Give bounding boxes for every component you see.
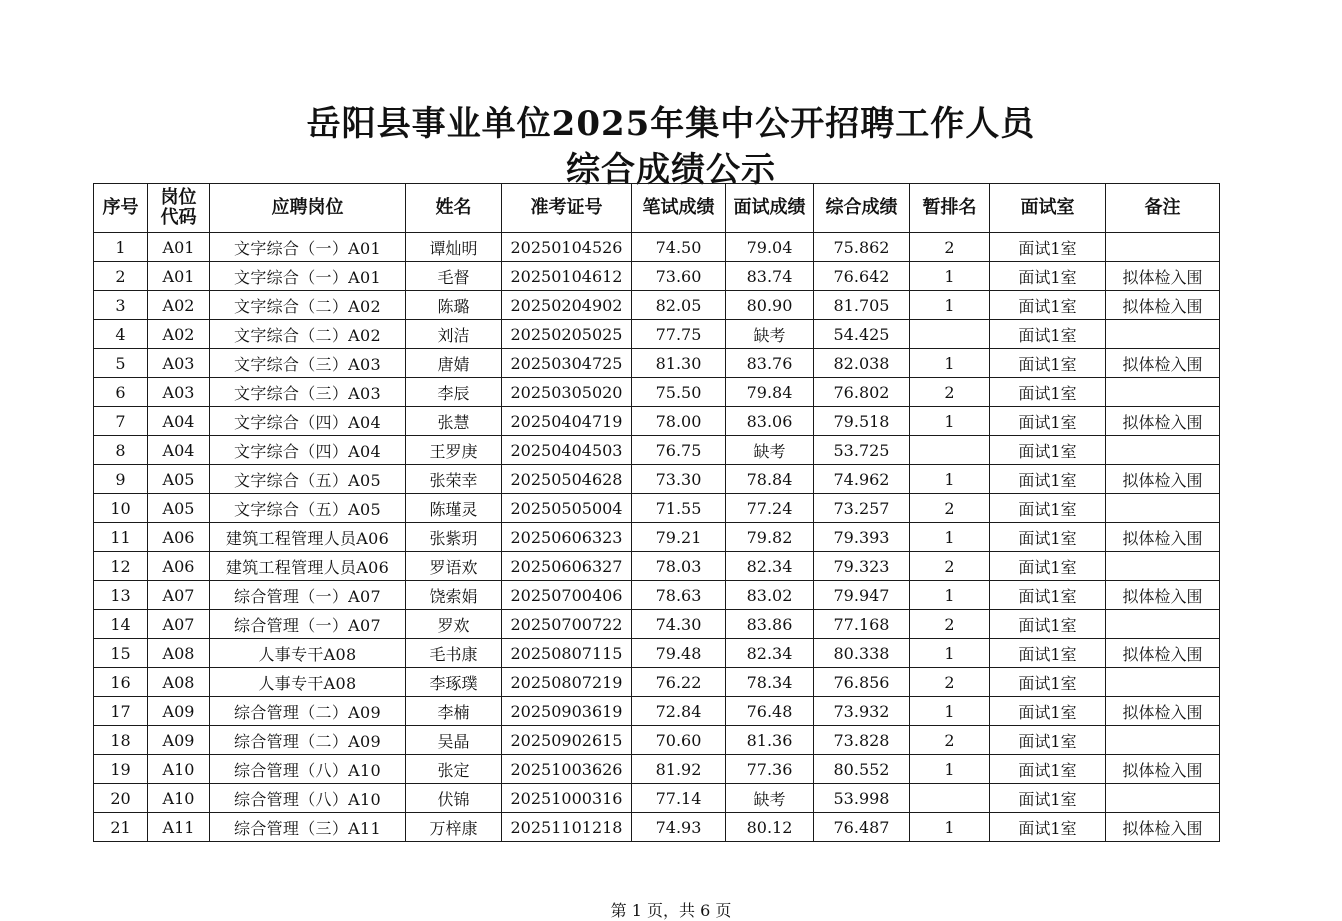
header-post-code-label: 岗位代码 [160,187,197,228]
cell-index: 8 [94,436,148,465]
cell-total: 76.642 [814,262,910,291]
cell-ticket: 20250700722 [502,610,632,639]
cell-written: 73.60 [632,262,726,291]
cell-ticket: 20250903619 [502,697,632,726]
cell-written: 74.30 [632,610,726,639]
cell-index: 6 [94,378,148,407]
cell-rank: 2 [910,233,990,262]
cell-interview: 缺考 [726,784,814,813]
cell-rank: 1 [910,465,990,494]
cell-post: 文字综合（二）A02 [210,320,406,349]
cell-ticket: 20250404719 [502,407,632,436]
header-cell-post: 应聘岗位 [210,184,406,233]
cell-post: 综合管理（一）A07 [210,610,406,639]
cell-ticket: 20250902615 [502,726,632,755]
cell-written: 79.48 [632,639,726,668]
table-row [94,349,1220,378]
table-row [94,465,1220,494]
cell-post: 建筑工程管理人员A06 [210,523,406,552]
cell-note [1106,378,1220,407]
table-row [94,320,1220,349]
cell-rank: 1 [910,349,990,378]
header-cell-ticket: 准考证号 [502,184,632,233]
cell-total: 53.725 [814,436,910,465]
cell-index: 14 [94,610,148,639]
cell-total: 53.998 [814,784,910,813]
cell-interview: 81.36 [726,726,814,755]
table-row [94,755,1220,784]
header-cell-written: 笔试成绩 [632,184,726,233]
cell-index: 4 [94,320,148,349]
cell-room: 面试1室 [990,291,1106,320]
cell-note [1106,552,1220,581]
cell-name: 李辰 [406,378,502,407]
cell-index: 9 [94,465,148,494]
cell-written: 76.75 [632,436,726,465]
cell-post-code: A06 [148,552,210,581]
cell-rank: 1 [910,755,990,784]
cell-total: 79.323 [814,552,910,581]
cell-total: 73.257 [814,494,910,523]
cell-ticket: 20251101218 [502,813,632,842]
cell-interview: 76.48 [726,697,814,726]
cell-name: 伏锦 [406,784,502,813]
cell-note [1106,436,1220,465]
cell-ticket: 20251003626 [502,755,632,784]
cell-post-code: A01 [148,262,210,291]
cell-room: 面试1室 [990,465,1106,494]
cell-note: 拟体检入围 [1106,291,1220,320]
cell-index: 15 [94,639,148,668]
cell-total: 80.338 [814,639,910,668]
cell-name: 张慧 [406,407,502,436]
cell-note [1106,320,1220,349]
cell-written: 72.84 [632,697,726,726]
cell-total: 54.425 [814,320,910,349]
cell-written: 73.30 [632,465,726,494]
cell-interview: 82.34 [726,639,814,668]
cell-index: 1 [94,233,148,262]
cell-post-code: A03 [148,378,210,407]
cell-post-code: A04 [148,407,210,436]
cell-name: 万梓康 [406,813,502,842]
cell-interview: 79.82 [726,523,814,552]
cell-note: 拟体检入围 [1106,697,1220,726]
table-row [94,233,1220,262]
table-row [94,610,1220,639]
header-cell-rank: 暂排名 [910,184,990,233]
cell-ticket: 20251000316 [502,784,632,813]
cell-ticket: 20250606327 [502,552,632,581]
cell-rank: 2 [910,552,990,581]
table-row [94,552,1220,581]
cell-post: 文字综合（三）A03 [210,349,406,378]
cell-rank: 1 [910,813,990,842]
cell-index: 16 [94,668,148,697]
cell-index: 20 [94,784,148,813]
table-row [94,639,1220,668]
cell-written: 75.50 [632,378,726,407]
cell-post-code: A04 [148,436,210,465]
page-footer: 第 1 页，共 6 页 [610,901,732,920]
cell-rank: 1 [910,291,990,320]
cell-index: 11 [94,523,148,552]
cell-room: 面试1室 [990,784,1106,813]
table-header [94,184,1220,233]
cell-ticket: 20250505004 [502,494,632,523]
cell-total: 80.552 [814,755,910,784]
cell-post-code: A02 [148,320,210,349]
cell-name: 王罗庚 [406,436,502,465]
cell-interview: 缺考 [726,320,814,349]
cell-name: 陈瑾灵 [406,494,502,523]
cell-post-code: A10 [148,755,210,784]
cell-written: 77.14 [632,784,726,813]
cell-note: 拟体检入围 [1106,755,1220,784]
cell-index: 2 [94,262,148,291]
cell-post: 人事专干A08 [210,668,406,697]
cell-post-code: A05 [148,465,210,494]
cell-rank: 2 [910,610,990,639]
table-row [94,494,1220,523]
cell-name: 张荣幸 [406,465,502,494]
cell-total: 76.856 [814,668,910,697]
cell-note [1106,784,1220,813]
cell-index: 12 [94,552,148,581]
cell-ticket: 20250104612 [502,262,632,291]
cell-interview: 83.06 [726,407,814,436]
cell-post: 综合管理（一）A07 [210,581,406,610]
cell-total: 73.932 [814,697,910,726]
cell-note [1106,726,1220,755]
cell-room: 面试1室 [990,697,1106,726]
cell-total: 73.828 [814,726,910,755]
cell-rank: 2 [910,494,990,523]
cell-post-code: A02 [148,291,210,320]
cell-ticket: 20250205025 [502,320,632,349]
cell-total: 79.393 [814,523,910,552]
cell-name: 张定 [406,755,502,784]
cell-name: 谭灿明 [406,233,502,262]
cell-post: 文字综合（一）A01 [210,262,406,291]
cell-note: 拟体检入围 [1106,349,1220,378]
cell-post-code: A07 [148,610,210,639]
cell-index: 3 [94,291,148,320]
cell-note [1106,233,1220,262]
cell-room: 面试1室 [990,436,1106,465]
cell-post-code: A09 [148,726,210,755]
cell-written: 81.30 [632,349,726,378]
cell-written: 70.60 [632,726,726,755]
header-row [94,184,1220,233]
cell-written: 76.22 [632,668,726,697]
cell-name: 唐婧 [406,349,502,378]
cell-note [1106,668,1220,697]
cell-rank: 1 [910,262,990,291]
cell-room: 面试1室 [990,523,1106,552]
cell-interview: 83.76 [726,349,814,378]
table-row [94,726,1220,755]
header-cell-note: 备注 [1106,184,1220,233]
table-row [94,523,1220,552]
table-row [94,813,1220,842]
cell-room: 面试1室 [990,233,1106,262]
cell-note [1106,610,1220,639]
cell-rank: 1 [910,581,990,610]
cell-total: 74.962 [814,465,910,494]
cell-name: 陈璐 [406,291,502,320]
header-cell-index: 序号 [94,184,148,233]
cell-name: 毛督 [406,262,502,291]
cell-total: 79.947 [814,581,910,610]
cell-note: 拟体检入围 [1106,581,1220,610]
cell-post: 文字综合（二）A02 [210,291,406,320]
cell-rank: 2 [910,668,990,697]
cell-written: 74.50 [632,233,726,262]
cell-rank: 2 [910,726,990,755]
header-cell-room: 面试室 [990,184,1106,233]
cell-room: 面试1室 [990,262,1106,291]
cell-post: 文字综合（五）A05 [210,494,406,523]
cell-room: 面试1室 [990,639,1106,668]
cell-note: 拟体检入围 [1106,523,1220,552]
cell-written: 78.03 [632,552,726,581]
cell-interview: 77.36 [726,755,814,784]
cell-written: 78.00 [632,407,726,436]
cell-total: 76.487 [814,813,910,842]
cell-interview: 77.24 [726,494,814,523]
cell-room: 面试1室 [990,668,1106,697]
cell-note [1106,494,1220,523]
cell-post-code: A05 [148,494,210,523]
header-cell-name: 姓名 [406,184,502,233]
cell-post: 综合管理（二）A09 [210,697,406,726]
cell-post: 综合管理（三）A11 [210,813,406,842]
cell-room: 面试1室 [990,813,1106,842]
cell-index: 18 [94,726,148,755]
cell-rank [910,436,990,465]
cell-interview: 78.34 [726,668,814,697]
table-row [94,378,1220,407]
cell-total: 77.168 [814,610,910,639]
cell-interview: 82.34 [726,552,814,581]
table-row [94,668,1220,697]
table-row [94,784,1220,813]
table-row [94,262,1220,291]
table-body [94,233,1220,842]
cell-interview: 83.74 [726,262,814,291]
cell-note: 拟体检入围 [1106,813,1220,842]
cell-post: 综合管理（八）A10 [210,755,406,784]
cell-name: 吴晶 [406,726,502,755]
cell-interview: 83.02 [726,581,814,610]
cell-rank: 1 [910,697,990,726]
cell-name: 罗语欢 [406,552,502,581]
cell-post: 综合管理（八）A10 [210,784,406,813]
cell-name: 饶索娟 [406,581,502,610]
cell-ticket: 20250504628 [502,465,632,494]
cell-written: 78.63 [632,581,726,610]
cell-post-code: A09 [148,697,210,726]
cell-post-code: A07 [148,581,210,610]
cell-index: 21 [94,813,148,842]
cell-written: 77.75 [632,320,726,349]
cell-post-code: A03 [148,349,210,378]
cell-ticket: 20250404503 [502,436,632,465]
table-row [94,291,1220,320]
cell-post: 建筑工程管理人员A06 [210,552,406,581]
cell-name: 张紫玥 [406,523,502,552]
cell-ticket: 20250305020 [502,378,632,407]
cell-index: 17 [94,697,148,726]
cell-written: 74.93 [632,813,726,842]
cell-post-code: A01 [148,233,210,262]
cell-ticket: 20250104526 [502,233,632,262]
cell-note: 拟体检入围 [1106,262,1220,291]
cell-room: 面试1室 [990,726,1106,755]
cell-room: 面试1室 [990,494,1106,523]
cell-post-code: A10 [148,784,210,813]
cell-total: 75.862 [814,233,910,262]
cell-post: 文字综合（一）A01 [210,233,406,262]
cell-written: 71.55 [632,494,726,523]
cell-post: 文字综合（四）A04 [210,407,406,436]
cell-interview: 79.84 [726,378,814,407]
cell-name: 李琢璞 [406,668,502,697]
cell-interview: 78.84 [726,465,814,494]
cell-total: 82.038 [814,349,910,378]
cell-interview: 83.86 [726,610,814,639]
cell-name: 李楠 [406,697,502,726]
cell-total: 81.705 [814,291,910,320]
cell-interview: 79.04 [726,233,814,262]
table-row [94,436,1220,465]
cell-post: 文字综合（四）A04 [210,436,406,465]
cell-post-code: A08 [148,639,210,668]
cell-note: 拟体检入围 [1106,465,1220,494]
cell-written: 79.21 [632,523,726,552]
cell-room: 面试1室 [990,581,1106,610]
cell-ticket: 20250204902 [502,291,632,320]
cell-room: 面试1室 [990,552,1106,581]
cell-total: 79.518 [814,407,910,436]
cell-note: 拟体检入围 [1106,407,1220,436]
cell-room: 面试1室 [990,755,1106,784]
cell-index: 7 [94,407,148,436]
cell-room: 面试1室 [990,407,1106,436]
cell-post-code: A11 [148,813,210,842]
cell-rank: 1 [910,407,990,436]
cell-interview: 80.12 [726,813,814,842]
cell-index: 5 [94,349,148,378]
header-cell-post-code [148,184,210,233]
cell-rank: 1 [910,639,990,668]
cell-written: 81.92 [632,755,726,784]
cell-post-code: A08 [148,668,210,697]
cell-interview: 80.90 [726,291,814,320]
page-subtitle: 综合成绩公示 [566,150,776,190]
cell-note: 拟体检入围 [1106,639,1220,668]
cell-name: 刘洁 [406,320,502,349]
header-cell-interview: 面试成绩 [726,184,814,233]
cell-index: 10 [94,494,148,523]
cell-index: 13 [94,581,148,610]
cell-written: 82.05 [632,291,726,320]
score-table [93,183,1220,842]
cell-ticket: 20250807115 [502,639,632,668]
cell-interview: 缺考 [726,436,814,465]
cell-ticket: 20250606323 [502,523,632,552]
cell-index: 19 [94,755,148,784]
cell-post: 综合管理（二）A09 [210,726,406,755]
cell-rank: 1 [910,523,990,552]
header-cell-total: 综合成绩 [814,184,910,233]
cell-rank [910,784,990,813]
cell-room: 面试1室 [990,378,1106,407]
table-row [94,697,1220,726]
cell-name: 毛书康 [406,639,502,668]
cell-ticket: 20250304725 [502,349,632,378]
table-row [94,407,1220,436]
cell-ticket: 20250700406 [502,581,632,610]
cell-post-code: A06 [148,523,210,552]
cell-name: 罗欢 [406,610,502,639]
cell-room: 面试1室 [990,610,1106,639]
page-title: 岳阳县事业单位2025年集中公开招聘工作人员 [306,104,1036,144]
cell-rank: 2 [910,378,990,407]
cell-room: 面试1室 [990,320,1106,349]
table-row [94,581,1220,610]
cell-ticket: 20250807219 [502,668,632,697]
cell-post: 人事专干A08 [210,639,406,668]
cell-post: 文字综合（三）A03 [210,378,406,407]
cell-rank [910,320,990,349]
cell-total: 76.802 [814,378,910,407]
cell-room: 面试1室 [990,349,1106,378]
cell-post: 文字综合（五）A05 [210,465,406,494]
